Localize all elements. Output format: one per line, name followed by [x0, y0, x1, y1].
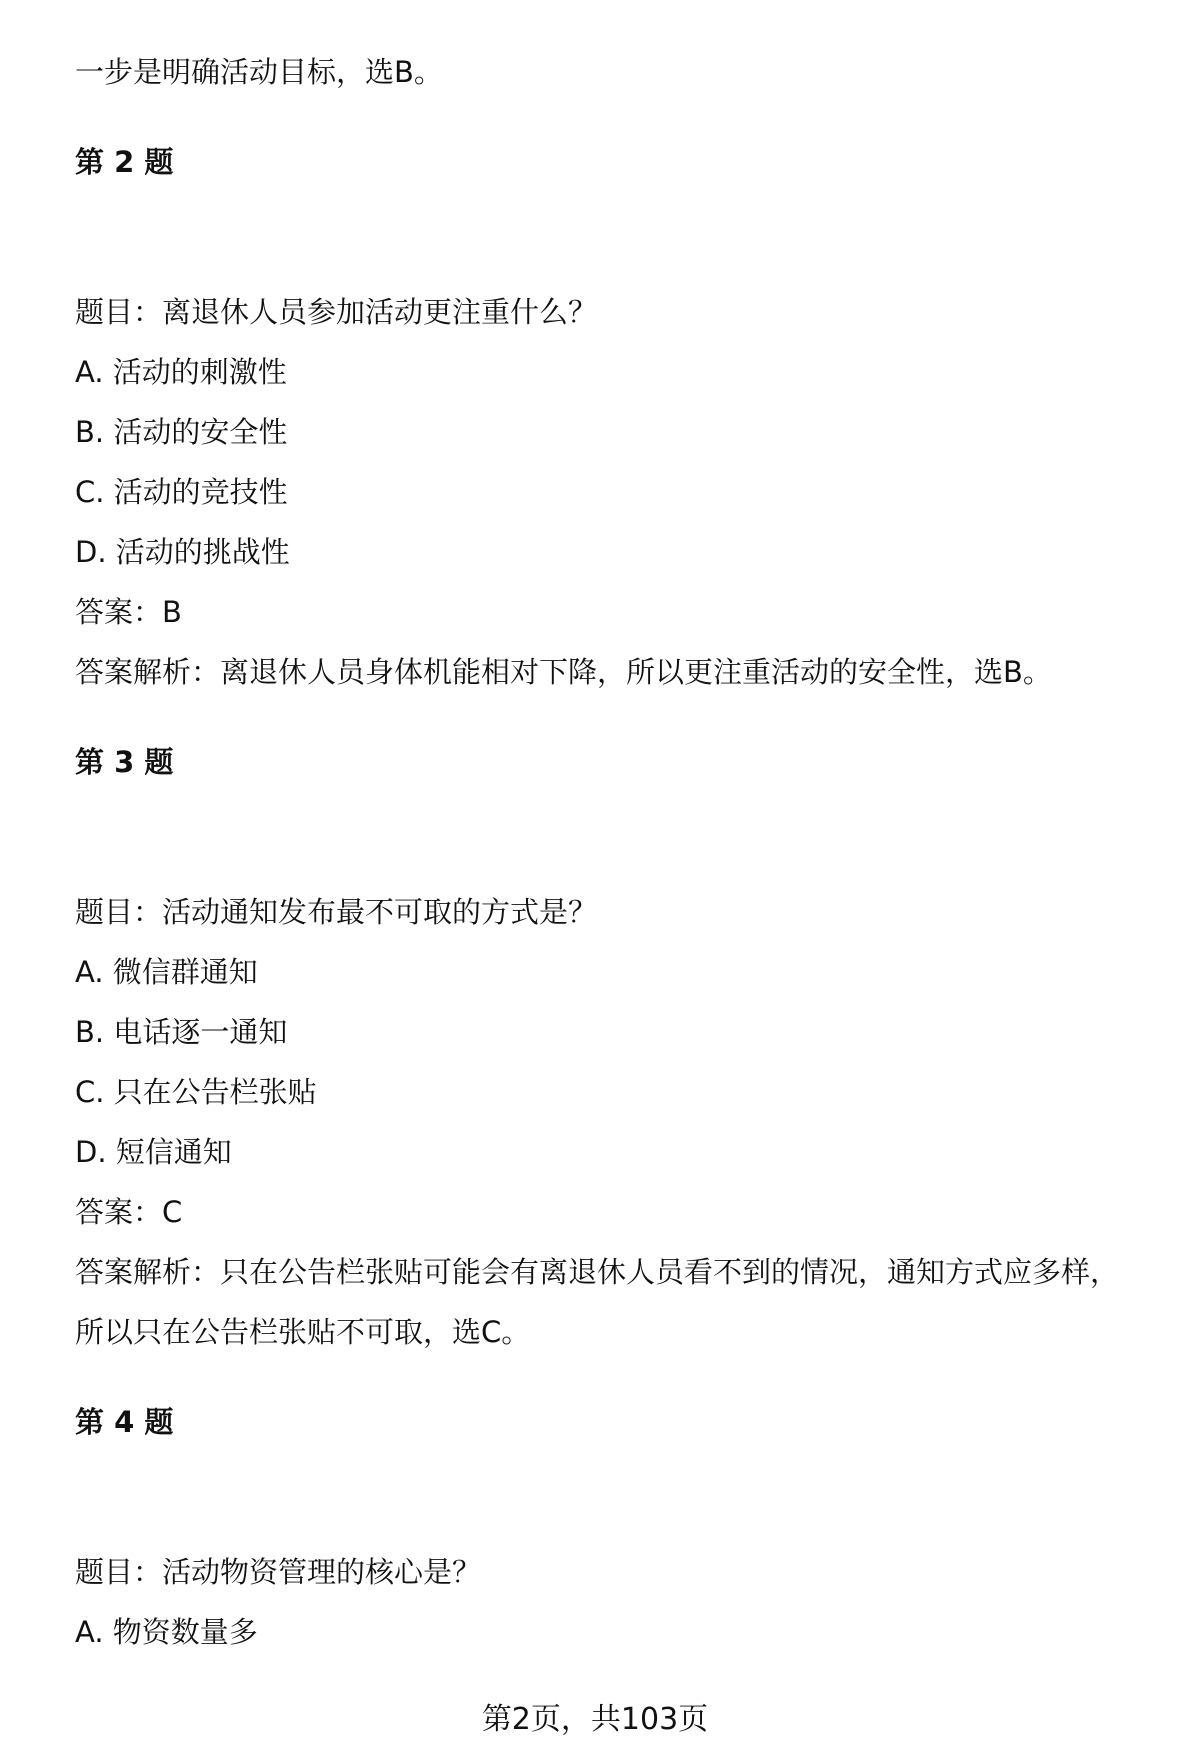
question-2-stem: 题目：离退休人员参加活动更注重什么？ — [75, 295, 598, 329]
question-3-heading: 第 3 题 — [75, 745, 174, 779]
question-3-analysis-line-1: 答案解析：只在公告栏张贴可能会有离退休人员看不到的情况，通知方式应多样， — [75, 1255, 1120, 1289]
question-3-answer: 答案：C — [75, 1195, 183, 1229]
question-4-option-a: A. 物资数量多 — [75, 1615, 258, 1649]
question-2-heading: 第 2 题 — [75, 145, 174, 179]
question-2-option-c: C. 活动的竞技性 — [75, 475, 288, 509]
question-2-analysis: 答案解析：离退休人员身体机能相对下降，所以更注重活动的安全性，选B。 — [75, 655, 1052, 689]
question-2-option-b: B. 活动的安全性 — [75, 415, 288, 449]
question-2-option-a: A. 活动的刺激性 — [75, 355, 287, 389]
question-3-option-b: B. 电话逐一通知 — [75, 1015, 288, 1049]
page-footer: 第2页，共103页 — [481, 1702, 709, 1737]
continuation-text: 一步是明确活动目标，选B。 — [75, 55, 443, 89]
question-3-analysis-line-2: 所以只在公告栏张贴不可取，选C。 — [75, 1315, 531, 1349]
question-3-option-c: C. 只在公告栏张贴 — [75, 1075, 317, 1109]
question-2-option-d: D. 活动的挑战性 — [75, 535, 290, 569]
question-2-answer: 答案：B — [75, 595, 182, 629]
question-4-stem: 题目：活动物资管理的核心是？ — [75, 1555, 482, 1589]
question-3-option-d: D. 短信通知 — [75, 1135, 232, 1169]
question-4-heading: 第 4 题 — [75, 1405, 174, 1439]
question-3-option-a: A. 微信群通知 — [75, 955, 258, 989]
question-3-stem: 题目：活动通知发布最不可取的方式是？ — [75, 895, 598, 929]
